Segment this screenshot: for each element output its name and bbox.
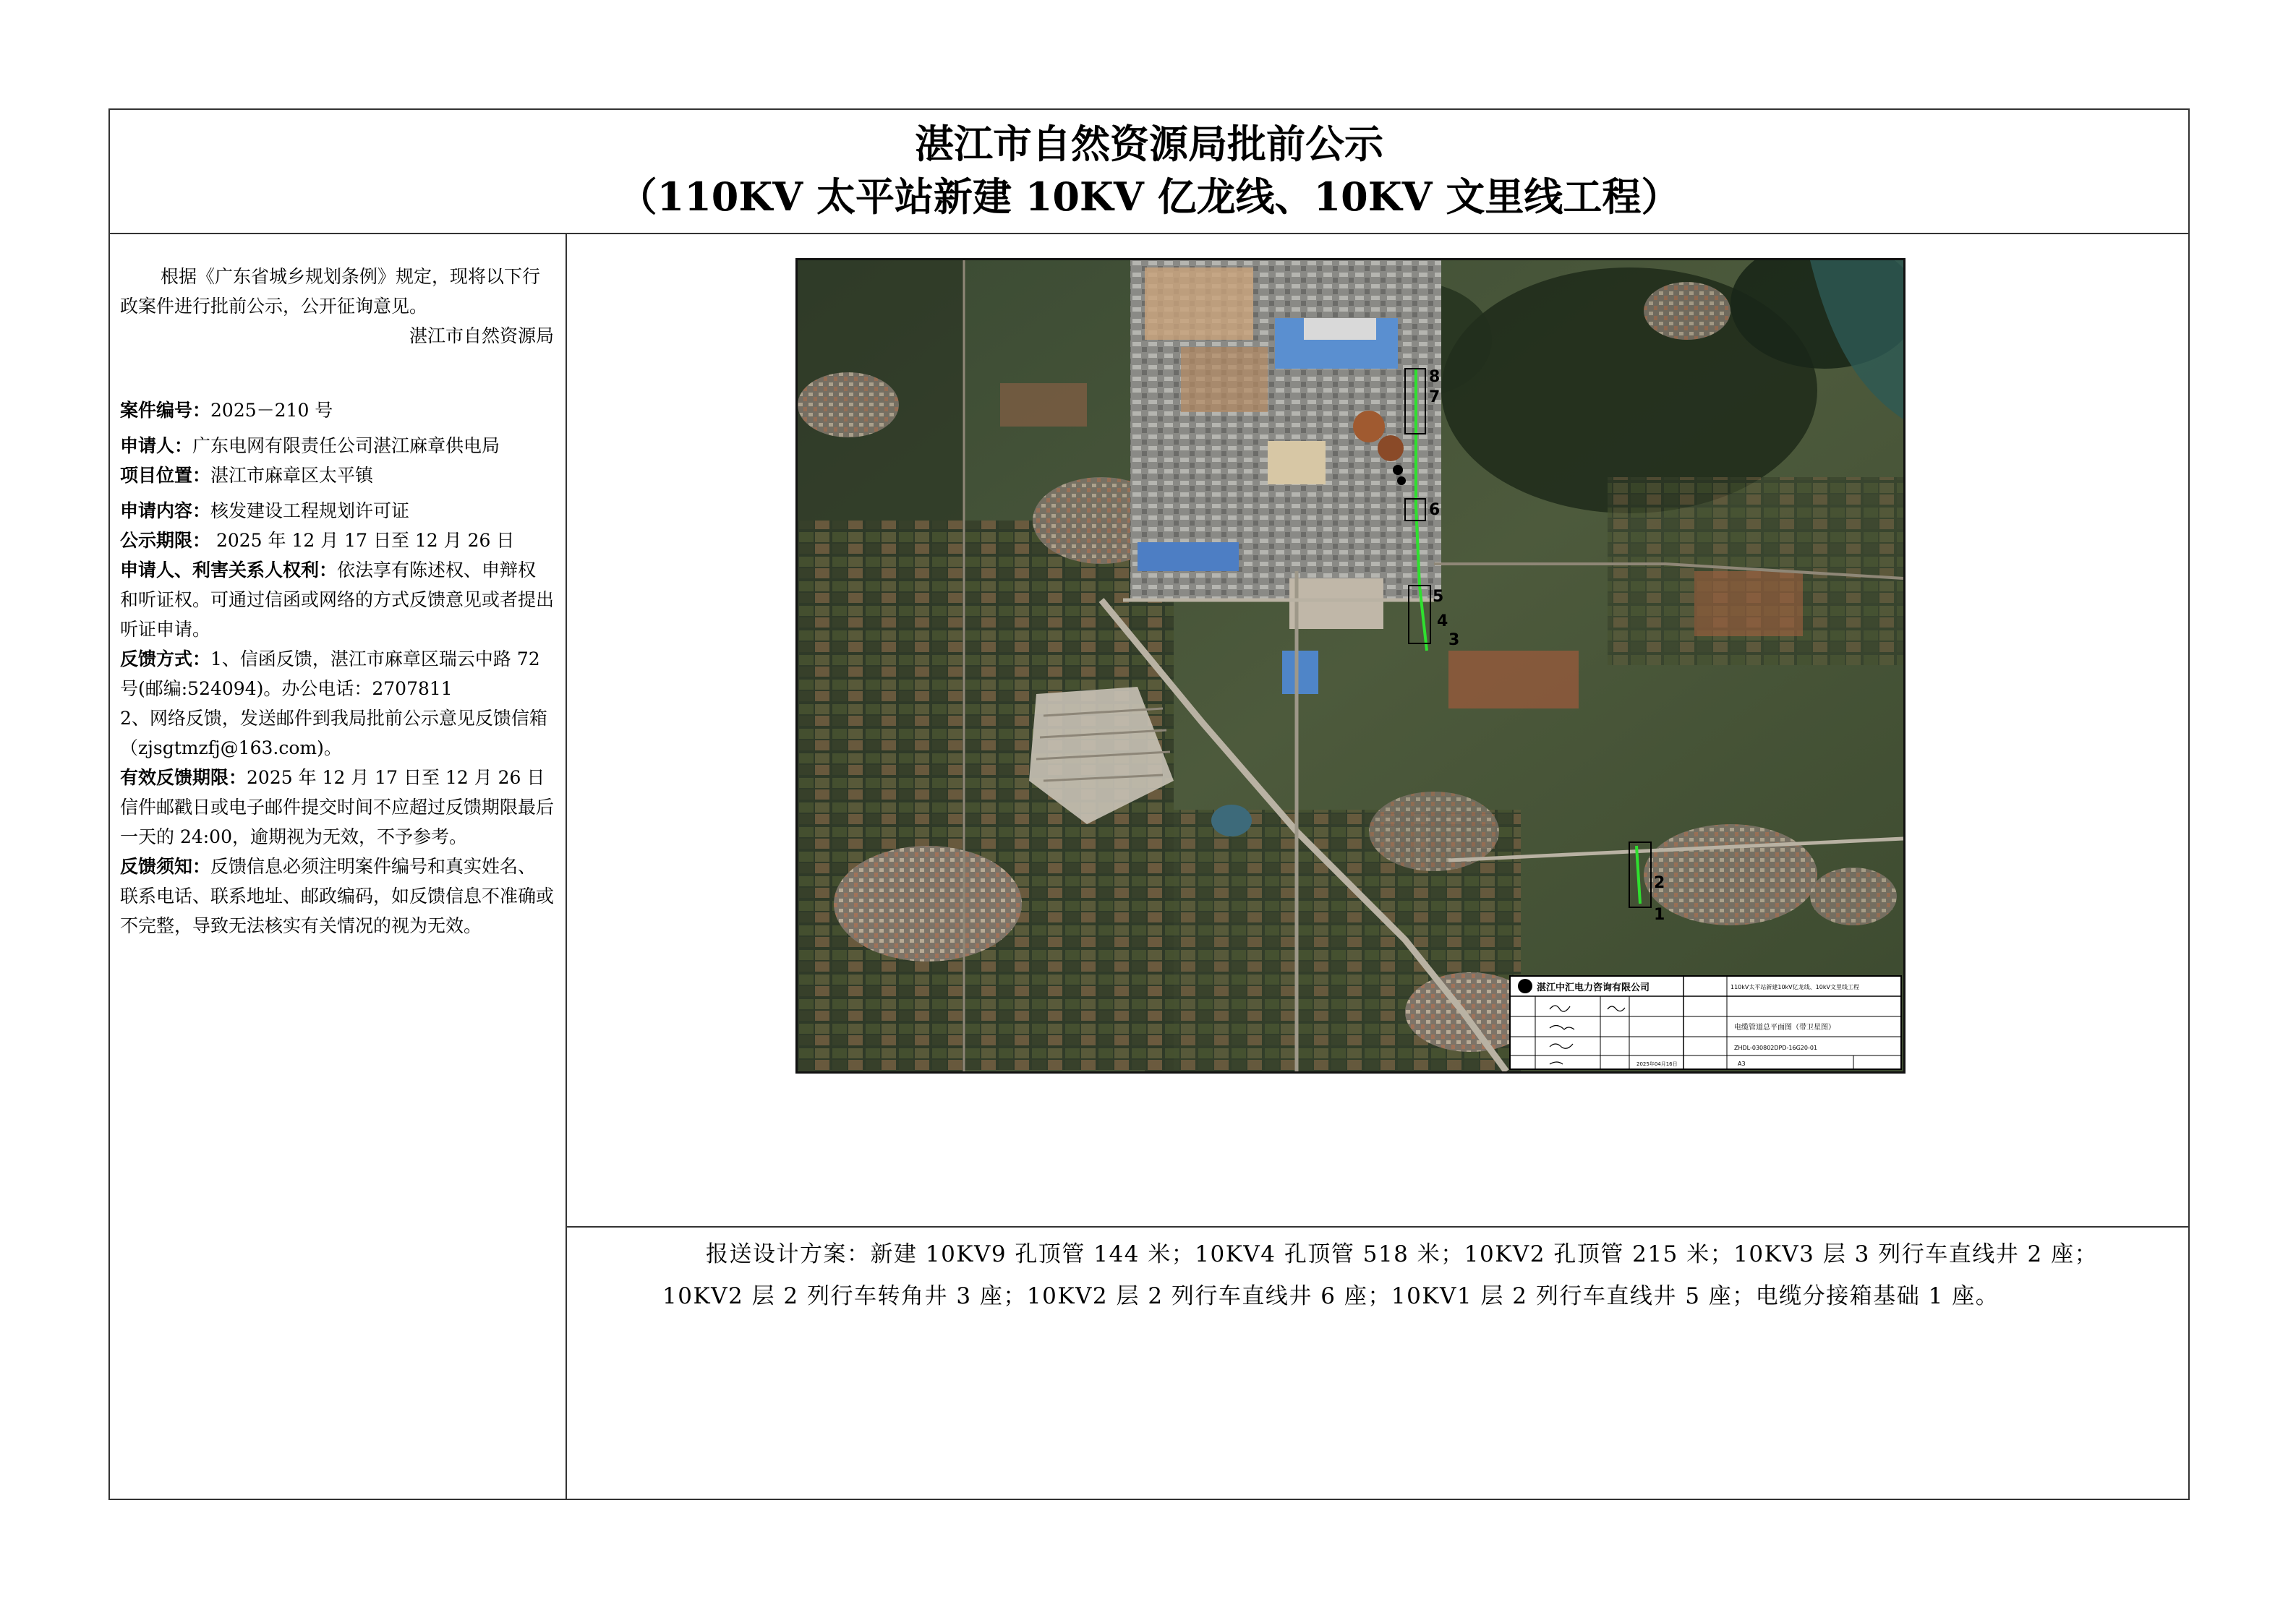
route-marker-8: 8	[1429, 368, 1441, 386]
project-name: 110kV太平站新建10kV亿龙线、10kV文里线工程	[1730, 984, 1859, 990]
feedback-letter: 1、信函反馈，湛江市麻章区瑞云中路 72 号(邮编:524094)。办公电话：2707811	[120, 648, 540, 699]
location-label: 项目位置：	[120, 465, 211, 486]
drawing-date: 2025年04月16日	[1636, 1061, 1678, 1067]
paper-size: A3	[1738, 1061, 1746, 1067]
rights-label: 申请人、利害关系人权利：	[120, 560, 338, 581]
company-name: 湛江中汇电力咨询有限公司	[1537, 982, 1650, 993]
satellite-map	[795, 258, 1905, 1074]
route-marker-7: 7	[1429, 388, 1441, 406]
drawing-number: ZHDL-030802DPD-16G20-01	[1734, 1045, 1818, 1051]
feedback-notes	[120, 852, 554, 941]
page-subtitle: （110KV 太平站新建 10KV 亿龙线、10KV 文里线工程）	[618, 174, 1681, 220]
applicant-label: 申请人：	[120, 435, 193, 456]
rights-value: 依法享有陈述权、申辩权和听证权。可通过信函或网络的方式反馈意见或者提出听证申请。	[120, 560, 555, 640]
valid-value: 2025 年 12 月 17 日至 12 月 26 日信件邮戳日或电子邮件提交时间不应超过反馈期限最后一天的 24:00，逾期视为无效，不予参考。	[120, 767, 555, 847]
case-number-label: 案件编号：	[120, 400, 211, 421]
publicity-period	[120, 526, 554, 555]
design-description	[567, 1228, 2188, 1499]
notice-text-column	[110, 233, 567, 1499]
company-logo	[1518, 979, 1532, 993]
rights-paragraph	[120, 555, 554, 644]
route-marker-5: 5	[1433, 588, 1444, 606]
feedback-method	[120, 644, 554, 703]
route-marker-4: 4	[1437, 612, 1448, 630]
project-location	[120, 461, 554, 490]
title-block	[110, 110, 2188, 234]
feedback-online: 2、网络反馈，发送邮件到我局批前公示意见反馈信箱（zjsgtmzfj@163.com)。	[120, 708, 547, 758]
case-number-value: 2025－210 号	[210, 400, 333, 421]
intro-paragraph: 根据《广东省城乡规划条例》规定，现将以下行政案件进行批前公示，公开征询意见。	[120, 266, 541, 317]
feedback-label: 反馈方式：	[120, 648, 211, 669]
applicant-value: 广东电网有限责任公司湛江麻章供电局	[192, 435, 500, 456]
content-value: 核发建设工程规划许可证	[210, 500, 410, 521]
page-title: 湛江市自然资源局批前公示	[915, 121, 1383, 167]
notes-value: 反馈信息必须注明案件编号和真实姓名、联系电话、联系地址、邮政编码，如反馈信息不准确或不完整，导致无法核实有关情况的视为无效。	[120, 856, 555, 936]
route-marker-1: 1	[1654, 906, 1665, 924]
satellite-map-image	[798, 260, 1903, 1071]
notes-label: 反馈须知：	[120, 856, 211, 877]
issuer-signature: 湛江市自然资源局	[409, 325, 554, 346]
route-marker-3: 3	[1448, 631, 1460, 649]
valid-label: 有效反馈期限：	[120, 767, 247, 788]
content-label: 申请内容：	[120, 500, 211, 521]
period-value: 2025 年 12 月 17 日至 12 月 26 日	[210, 530, 515, 551]
location-value: 湛江市麻章区太平镇	[210, 465, 374, 486]
drawing-title-block	[1510, 976, 1901, 1069]
application-content	[120, 496, 554, 526]
case-number	[120, 395, 554, 425]
route-marker-6: 6	[1429, 501, 1441, 519]
drawing-title: 电缆管道总平面图（带卫星图）	[1734, 1024, 1835, 1032]
period-label: 公示期限：	[120, 530, 211, 551]
route-marker-2: 2	[1654, 874, 1665, 892]
applicant	[120, 431, 554, 461]
valid-feedback-period	[120, 763, 554, 852]
design-text: 报送设计方案：新建 10KV9 孔顶管 144 米；10KV4 孔顶管 518 米；10KV2 孔顶管 215 米；10KV3 层 3 列行车直线井 2 座；10KV2 层 2 列行车转角井 3 座；10KV2 层 2 列行车直线井 6 座；10KV1 层 2 列行车直线井 5 座；电缆分接箱基础 1 座。	[662, 1241, 2099, 1309]
